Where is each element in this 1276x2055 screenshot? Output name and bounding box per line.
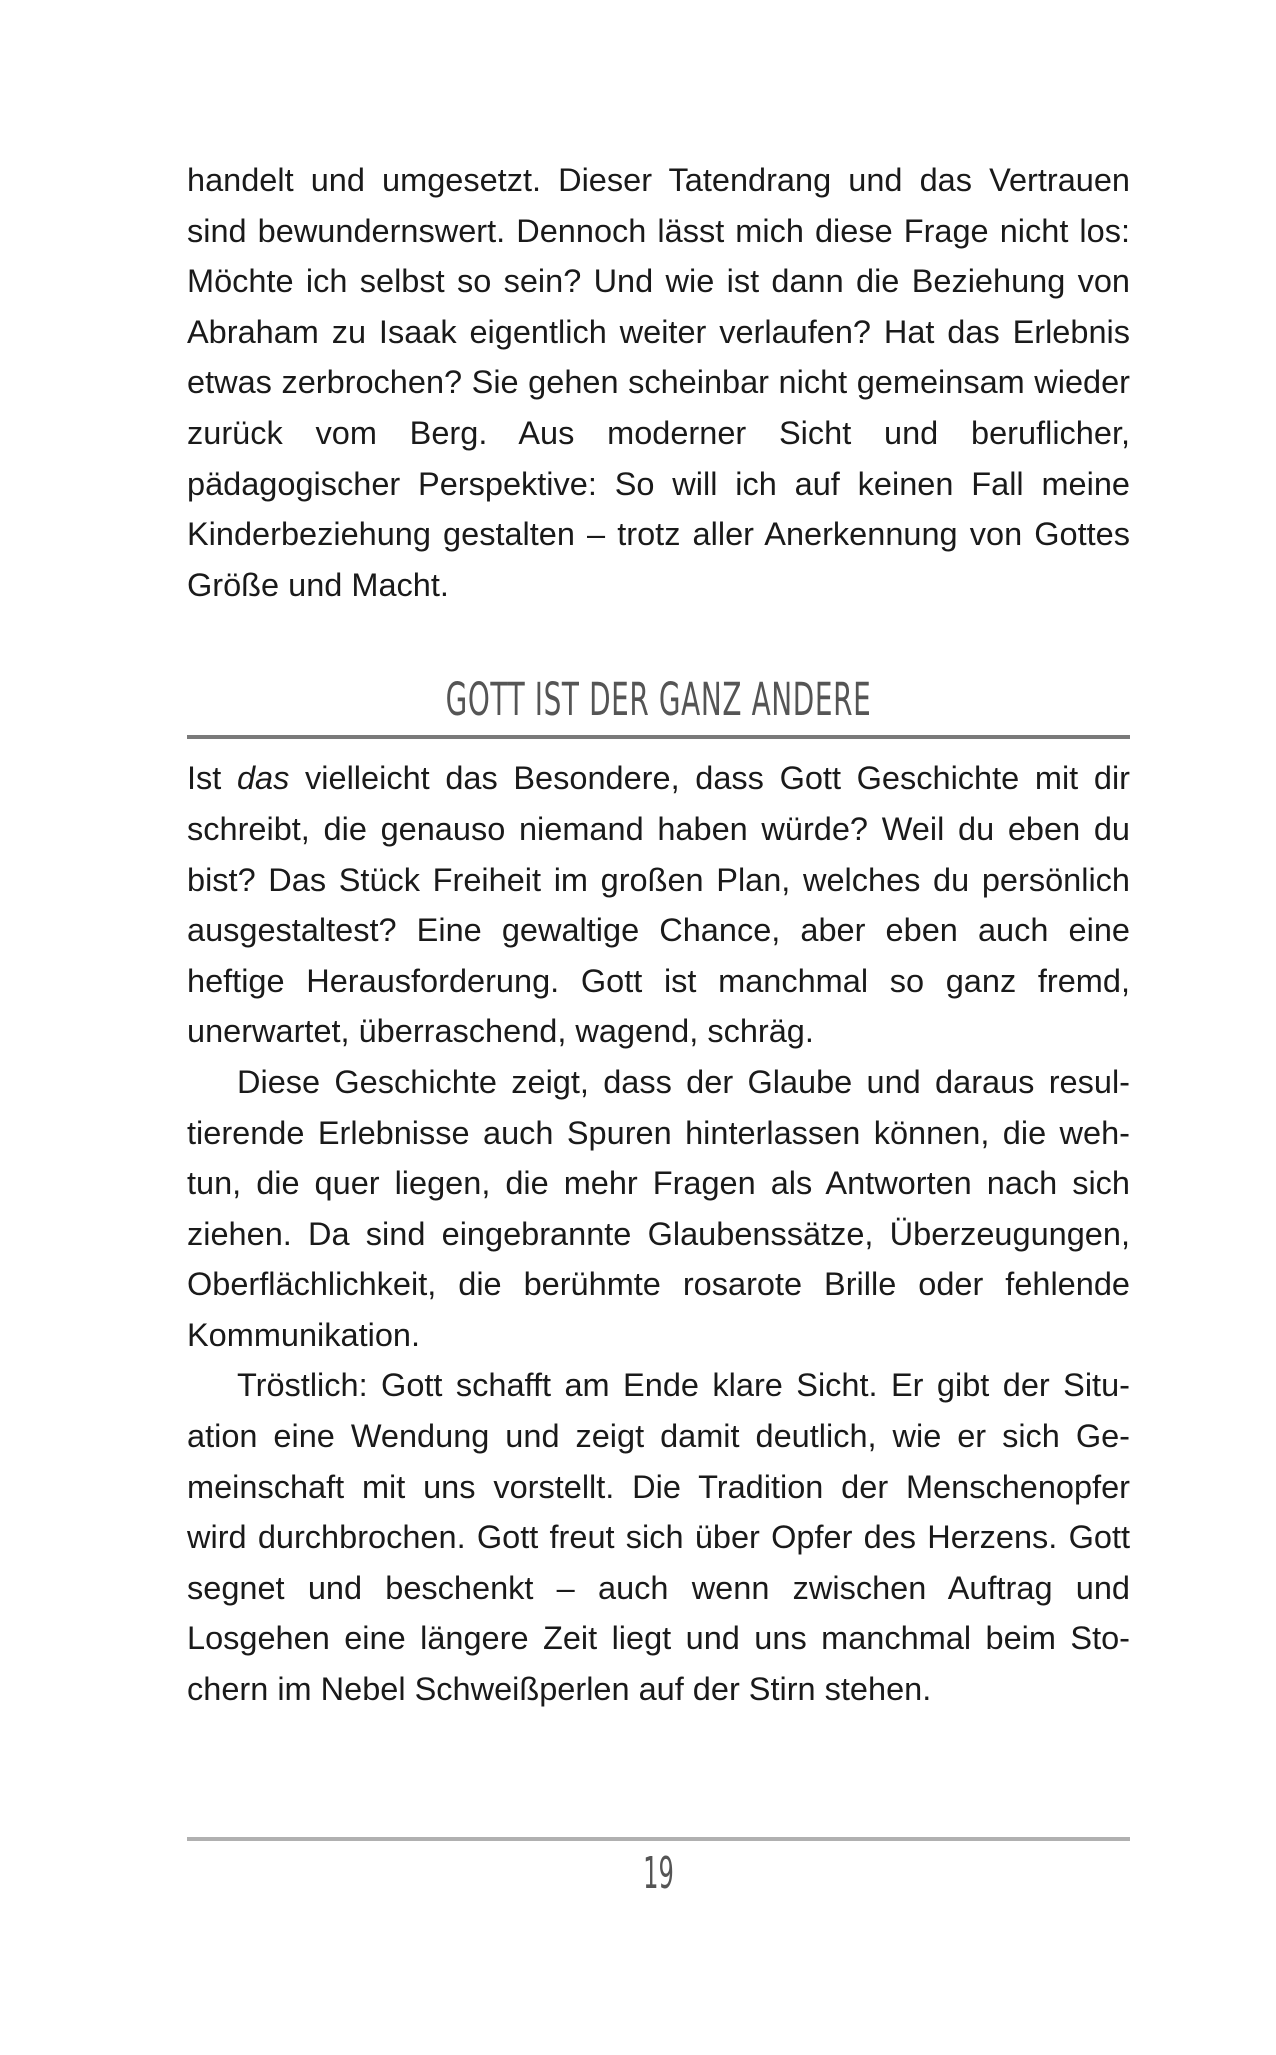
paragraph-1-emphasis: das (236, 760, 290, 797)
section-heading-block (187, 670, 1130, 739)
paragraph-1-rest: vielleicht das Besondere, dass Gott Geschichte mit dir schreibt, die genauso niemand haben würde? Weil du eben du bist? Das Stück Freiheit im großen Plan, welches du persönlich ausgestaltest? Eine gewaltige Chance, aber eben auch eine heftige Herausforderung. Gott ist manchmal so ganz fremd, unerwartet, überraschend, wagend, schräg. (187, 760, 1130, 1050)
paragraph-3: Tröstlich: Gott schafft am Ende klare Sicht. Er gibt der Situation eine Wendung und zeigt damit deutlich, wie er sich Gemeinschaft mit uns vorstellt. Die Tradition der Menschenopfer wird durchbrochen. Gott freut sich über Opfer des Herzens. Gott segnet und beschenkt – auch wenn zwischen Auftrag und Losgehen eine längere Zeit liegt und uns manchmal beim Stochern im Nebel Schweißperlen auf der Stirn stehen. (187, 1367, 1130, 1708)
section-heading: GOTT IST DER GANZ ANDERE (445, 673, 872, 727)
intro-paragraph: handelt und umgesetzt. Dieser Tatendrang und das Vertrauen sind bewundernswert. Dennoch lässt mich diese Frage nicht los: Möchte ich selbst so sein? Und wie ist dann die Beziehung von Abraham zu Isaak eigentlich weiter verlaufen? Hat das Erlebnis etwas zerbrochen? Sie gehen scheinbar nicht gemeinsam wieder zurück vom Berg. Aus moderner Sicht und beruflicher, pädagogischer Perspektive: So will ich auf keinen Fall meine Kinderbeziehung gestalten – trotz aller Anerkennung von Gottes Größe und Macht. (187, 162, 1130, 603)
paragraph-2: Diese Geschichte zeigt, dass der Glaube und daraus resultierende Erlebnisse auch Spuren hinterlassen können, die wehtun, die quer liegen, die mehr Fragen als Antworten nach sich ziehen. Da sind eingebrannte Glaubenssätze, Überzeugungen, Oberflächlichkeit, die berühmte rosarote Brille oder fehlende Kommunikation. (187, 1063, 1130, 1353)
paragraph-1 (187, 753, 1130, 1057)
heading-underline (187, 735, 1130, 739)
footer-rule (187, 1837, 1130, 1841)
paragraph-1-lead: Ist (187, 760, 237, 797)
page-content (187, 155, 1130, 1715)
page-number: 19 (643, 1848, 674, 1899)
